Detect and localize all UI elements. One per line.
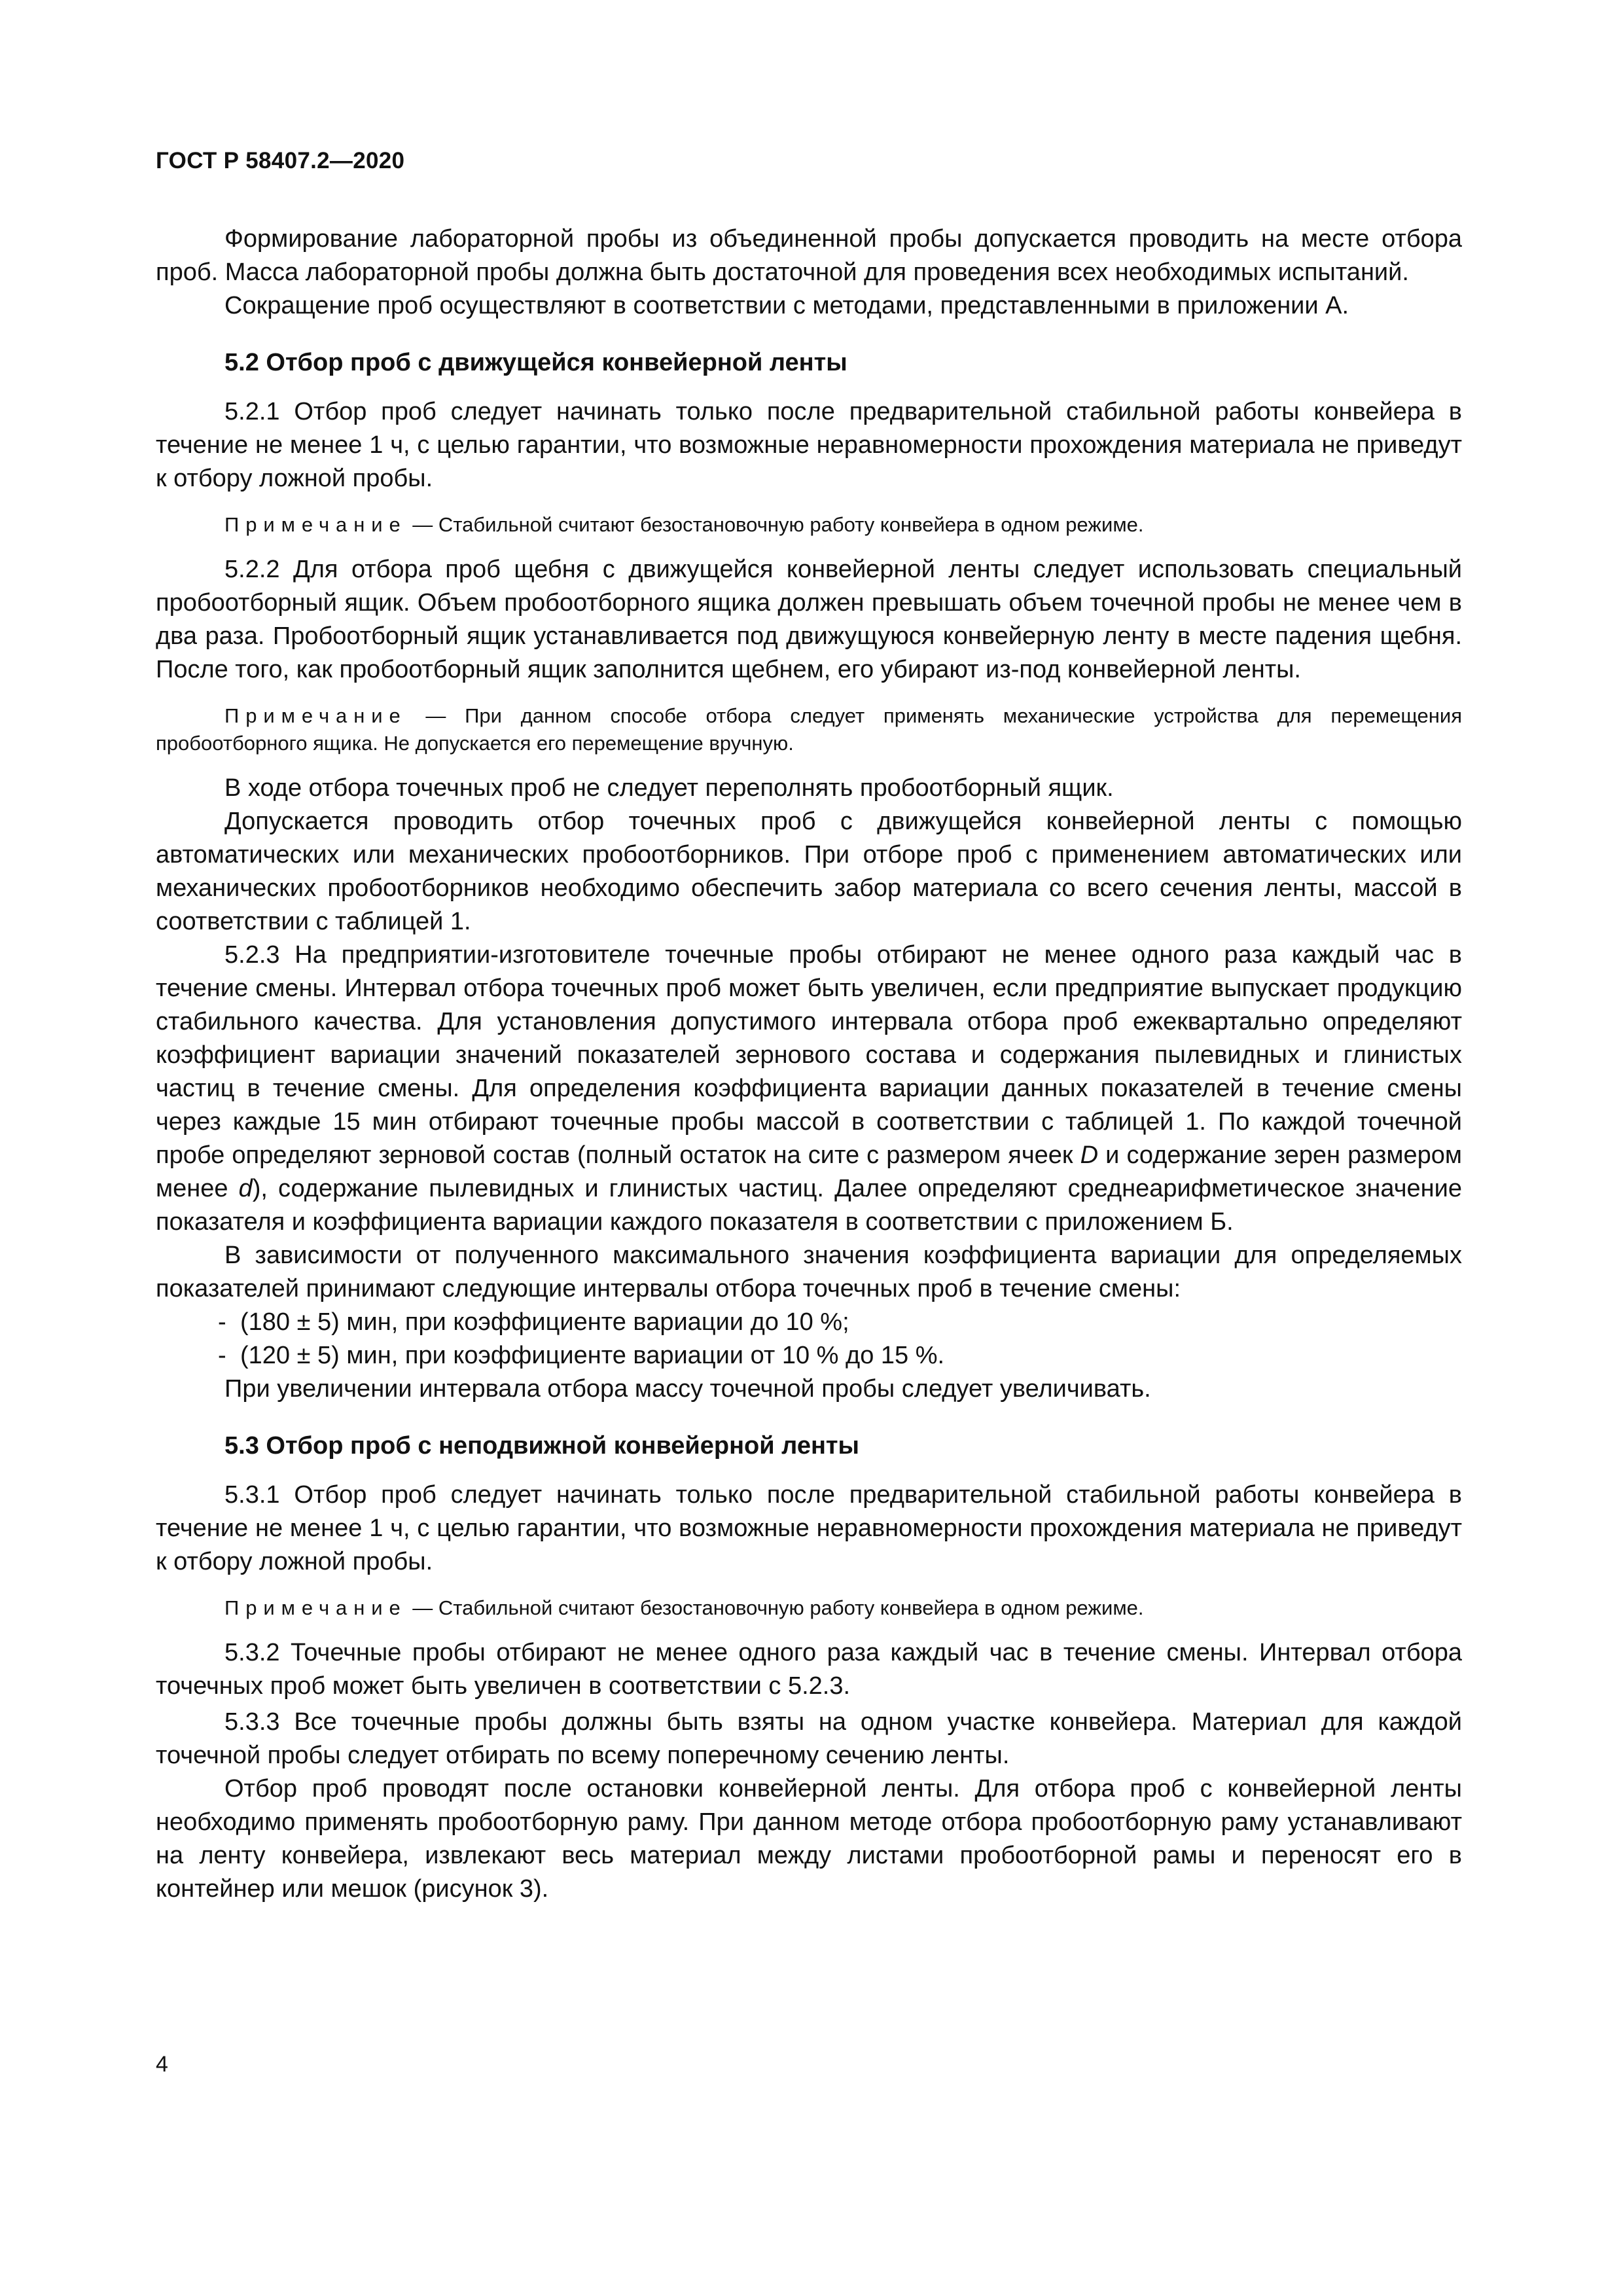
note-label: Примечание — [224, 704, 407, 727]
page-number: 4 — [156, 2052, 168, 2077]
document-header-id: ГОСТ Р 58407.2—2020 — [156, 148, 405, 173]
paragraph-5-3-1: 5.3.1 Отбор проб следует начинать только после предварительной стабильной работы конвейера в течение не менее 1 ч, с целью гарантии, что возможные неравномерности прохождения материала не приведут к отбору ложной пробы. — [156, 1481, 1462, 1575]
note-text: — При данном способе отбора следует применять механические устройства для перемещения пробоотборного ящика. Не допускается его перемещение вручную. — [156, 704, 1462, 755]
paragraph-intervals: В зависимости от полученного максимального значения коэффициента вариации для определяемых показателей принимают следующие интервалы отбора точечных проб в течение смены: — [156, 1242, 1462, 1302]
dash-marker: - — [218, 1342, 226, 1369]
note-5-2-1 — [156, 511, 1462, 539]
p523-text-c: ), содержание пылевидных и глинистых частиц. Далее определяют среднеарифметическое значение показателя и коэффициента вариации каждого показателя в соответствии с приложением Б. — [156, 1175, 1462, 1236]
paragraph-lab-sample: Формирование лабораторной пробы из объединенной пробы допускается проводить на месте отбора проб. Масса лабораторной пробы должна быть достаточной для проведения всех необходимых испытаний. — [156, 225, 1462, 286]
paragraph-5-3-3: 5.3.3 Все точечные пробы должны быть взяты на одном участке конвейера. Материал для каждой точечной пробы следует отбирать по всему поперечному сечению ленты. — [156, 1708, 1462, 1769]
paragraph-5-3-2: 5.3.2 Точечные пробы отбирают не менее одного раза каждый час в течение смены. Интервал отбора точечных проб может быть увеличен в соответствии с 5.2.3. — [156, 1639, 1462, 1700]
paragraph-no-overfill: В ходе отбора точечных проб не следует переполнять пробоотборный ящик. — [224, 774, 1114, 802]
note-5-2-2 — [156, 702, 1462, 757]
list-item-text: (180 ± 5) мин, при коэффициенте вариации до 10 %; — [240, 1308, 849, 1336]
section-heading-5-2: 5.2 Отбор проб с движущейся конвейерной ленты — [224, 349, 847, 376]
symbol-d: d — [238, 1175, 253, 1202]
list-item-text: (120 ± 5) мин, при коэффициенте вариации от 10 % до 15 %. — [240, 1342, 945, 1369]
paragraph-5-2-1: 5.2.1 Отбор проб следует начинать только после предварительной стабильной работы конвейера в течение не менее 1 ч, с целью гарантии, что возможные неравномерности прохождения материала не приведут к отбору ложной пробы. — [156, 398, 1462, 492]
note-5-3-1 — [156, 1594, 1462, 1622]
document-body — [156, 223, 1462, 1906]
note-label: Примечание — [224, 1596, 407, 1619]
paragraph-5-2-3 — [156, 939, 1462, 1239]
list-item-interval-120 — [156, 1339, 1462, 1372]
dash-marker: - — [218, 1308, 226, 1336]
paragraph-sampling-frame: Отбор проб проводят после остановки конвейерной ленты. Для отбора проб с конвейерной ленты необходимо применять пробоотборную раму. При данном методе отбора пробоотборную раму устанавливают на ленту конвейера, извлекают весь материал между листами пробоотборной рамы и переносят его в контейнер или мешок (рисунок 3). — [156, 1775, 1462, 1903]
paragraph-reduction: Сокращение проб осуществляют в соответствии с методами, представленными в приложении А. — [224, 292, 1349, 319]
paragraph-5-2-2: 5.2.2 Для отбора проб щебня с движущейся конвейерной ленты следует использовать специальный пробоотборный ящик. Объем пробоотборного ящика должен превышать объем точечной пробы не менее чем в два раза. Пробоотборный ящик устанавливается под движущуюся конвейерную ленту в месте падения щебня. После того, как пробоотборный ящик заполнится щебнем, его убирают из-под конвейерной ленты. — [156, 556, 1462, 683]
paragraph-increase-mass: При увеличении интервала отбора массу точечной пробы следует увеличивать. — [224, 1375, 1151, 1403]
p523-text-b: и содержание зерен размером менее — [156, 1141, 1462, 1202]
note-text: — Стабильной считают безостановочную работу конвейера в одном режиме. — [406, 1596, 1144, 1619]
paragraph-automatic-samplers: Допускается проводить отбор точечных проб с движущейся конвейерной ленты с помощью автоматических или механических пробоотборников. При отборе проб с применением автоматических или механических пробоотборников необходимо обеспечить забор материала со всего сечения ленты, массой в соответствии с таблицей 1. — [156, 808, 1462, 935]
note-text: — Стабильной считают безостановочную работу конвейера в одном режиме. — [406, 513, 1144, 536]
p523-text-a: 5.2.3 На предприятии-изготовителе точечные пробы отбирают не менее одного раза каждый час в течение смены. Интервал отбора точечных проб может быть увеличен, если предприятие выпускает продукцию стабильного качества. Для установления допустимого интервала отбора проб ежеквартально определяют коэффициент вариации значений показателей зернового состава и содержания пылевидных и глинистых частиц в течение смены. Для определения коэффициента вариации данных показателей в течение смены через каждые 15 мин отбирают точечные пробы массой в соответствии с таблицей 1. По каждой точечной пробе определяют зерновой состав (полный остаток на сите с размером ячеек — [156, 941, 1462, 1169]
note-label: Примечание — [224, 513, 407, 536]
section-heading-5-3: 5.3 Отбор проб с неподвижной конвейерной ленты — [224, 1432, 859, 1460]
symbol-D: D — [1080, 1141, 1099, 1169]
list-item-interval-180 — [156, 1306, 1462, 1339]
